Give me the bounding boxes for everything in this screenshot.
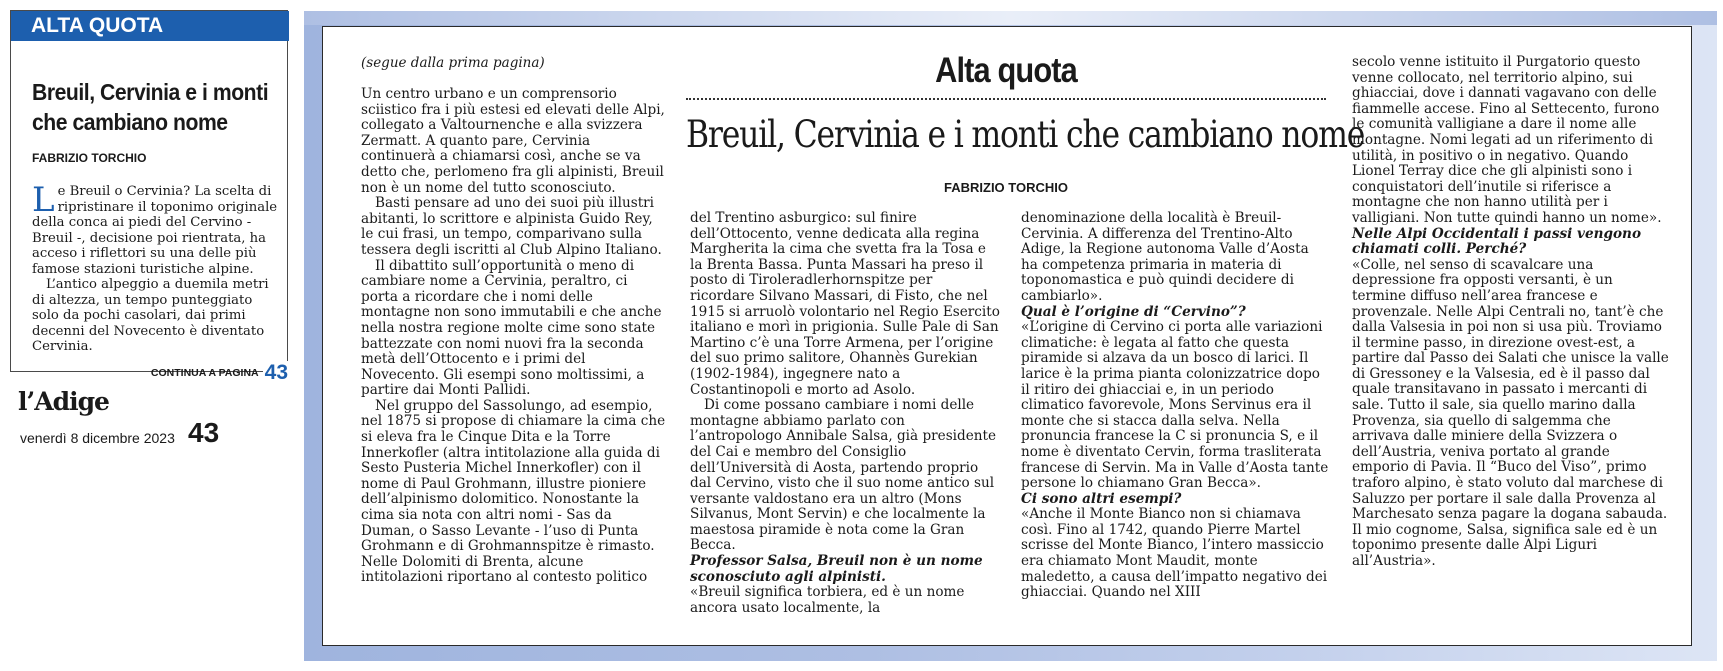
teaser-section-tag: ALTA QUOTA [11, 11, 289, 41]
issue-date: venerdì 8 dicembre 2023 [20, 430, 175, 446]
article-column-1 [361, 87, 666, 586]
interview-answer: «Colle, nel senso di scavalcare una depressione fra opposti versanti, è un termine diffuso nell’area francese e provenzale. Nelle Alpi Centrali no, tant’è che dalla Valsesia in poi non si usa più. Troviamo il termine passo, in direzione ovest-est, a partire dal Passo dei Salati che unisce la valle di Gressoney e la Valsesia, ed è il passo dal quale transitavano in passato i mercanti di sale. Tutto il sale, sia quello marino dalla Provenza, sia quello di salgemma che arrivava dalle miniere della Svizzera o dell’Austria, veniva portato al grande emporio di Pavia. Il “Buco del Viso”, primo traforo alpino, è stato voluto dal marchese di Saluzzo per portare il sale dalla Provenza al Marchesato senza pagare la dogana sabauda. Il mio cognome, Salsa, significa sale ed è un toponimo presente dalle Alpi Liguri all’Austria». [1352, 256, 1669, 569]
teaser-author: FABRIZIO TORCHIO [32, 151, 147, 165]
continue-link[interactable] [151, 361, 288, 385]
paragraph: Basti pensare ad uno dei suoi più illustri abitanti, lo scrittore e alpinista Guido Rey, le cui frasi, un tempo, comparivano sulla tessera degli iscritti al Club Alpino Italiano. [361, 195, 662, 258]
article-headline: Breuil, Cervinia e i monti che cambiano nome [686, 113, 1365, 156]
paragraph: Un centro urbano e un comprensorio sciistico fra i più estesi ed elevati delle Alpi, collegato a Valtournenche e alla svizzera Zermatt. A quanto pare, Cervinia continuerà a chiamarsi così, anche se va detto che, perlomeno fra gli alpinisti, Breuil non è un nome del tutto sconosciuto. [361, 86, 665, 196]
continue-label: CONTINUA A PAGINA [150, 367, 259, 379]
paragraph: Nel gruppo del Sassolungo, ad esempio, nel 1875 si propose di chiamare la cima che si eleva fra le Cinque Dita e la Torre Innerkofler (altra intitolazione alla guida di Sesto Pusteria Michel Innerkofler) con il nome di Paul Grohmann, illustre pioniere dell’alpinismo dolomitico. Nonostante la cima sia nota con altri nomi - Sas da Duman, o Sasso Levante - l’uso di Punta Grohmann e di Grohmannspitze è rimasto. Nelle Dolomiti di Brenta, alcune intitolazioni riportano al contesto politico [361, 397, 666, 586]
interview-question: Nelle Alpi Occidentali i passi vengono chiamati colli. Perché? [1352, 225, 1642, 258]
article-byline: FABRIZIO TORCHIO [944, 180, 1068, 195]
article-section-title: Alta quota [935, 51, 1077, 90]
paragraph: del Trentino asburgico: sul finire dell’Ottocento, venne dedicata alla regina Margherita la cima che svetta fra la Tosa e la Brenta Bassa. Punta Massari ha preso il posto di Tiroleradlerhornspitze per ricordare Silvano Massari, di Fisto, che nel 1915 si arruolò volontario nel Regio Esercito italiano e morì in prigionia. Sulle Pale di San Martino c’è una Torre Armena, per l’origine del suo primo salitore, Ohannès Gurekian (1902-1984), ingegnere nato a Costantinopoli e morto ad Asolo. [690, 210, 1000, 398]
paragraph: Il dibattito sull’opportunità o meno di cambiare nome a Cervinia, peraltro, ci porta a ricordare che i nomi delle montagne non sono immutabili e che anche nella nostra regione molte cime sono state battezzate con nomi nuovi fra la seconda metà dell’Ottocento e i primi del Novecento. Gli esempi sono moltissimi, a partire dai Monti Pallidi. [361, 257, 662, 399]
page-number: 43 [188, 417, 220, 448]
teaser-paragraph-text: e Breuil o Cervinia? La scelta di ripristinare il toponimo originale della conca ai piedi del Cervino - Breuil -, decisione poi rientrata, ha acceso i riflettori su una delle più famose stazioni turistiche alpine. [32, 184, 278, 277]
drop-cap: L [32, 180, 55, 220]
article-column-2 [690, 211, 1000, 616]
article-column-3 [1021, 211, 1329, 601]
teaser-body [32, 180, 282, 355]
interview-answer: «L’origine di Cervino ci porta alle variazioni climatiche: è legata al fatto che questa piramide si alzava da un bosco di larici. Il larice è la prima pianta colonizzatrice dopo il ritiro dei ghiacciai e, in un periodo climatico favorevole, Mons Servinus era il monte che si stacca dalla selva. Nella pronuncia francese la C si pronuncia S, e il nome è diventato Cervin, forma trasliterata francese di Servin. Ma in Valle d’Aosta tante persone lo chiamano Gran Becca». [1021, 319, 1329, 492]
interview-answer: «Breuil significa torbiera, ed è un nome ancora usato localmente, la [690, 584, 965, 616]
paragraph: secolo venne istituito il Purgatorio questo venne collocato, nel territorio alpino, sui ghiacciai, dove i dannati vagavano con delle fiammelle accese. Fino al Settecento, furono le comunità valligiane a dare il nome alle montagne. Nomi legati ad un riferimento di utilità, in positivo o in negativo. Quando Lionel Terray dice che gli alpinisti sono i conquistatori dell’inutile si riferisce a montagne che non hanno utilità per i valligiani. Non tutte quindi hanno un nome». [1352, 54, 1662, 226]
interview-answer: «Anche il Monte Bianco non si chiamava così. Fino al 1742, quando Pierre Martel scrisse del Monte Bianco, l’intero massiccio era chiamato Mont Maudit, monte maledetto, a causa dell’impatto negativo dei ghiacciai. Quando nel XIII [1021, 506, 1328, 601]
teaser-paragraph: L’antico alpeggio a duemila metri di altezza, un tempo punteggiato solo da pochi casolari, dai primi decenni del Novecento è diventato Cervinia. [32, 277, 269, 354]
front-page-teaser[interactable] [10, 10, 288, 384]
interview-question: Ci sono altri esempi? [1021, 490, 1182, 507]
teaser-title[interactable]: Breuil, Cervinia e i monti che cambiano nome [32, 79, 269, 135]
newspaper-logo: l’Adige [18, 387, 109, 416]
interview-question: Professor Salsa, Breuil non è un nome sconosciuto agli alpinisti. [690, 553, 983, 585]
interview-question: Qual è l’origine di “Cervino”? [1021, 303, 1246, 320]
teaser-paragraph [32, 180, 282, 277]
dotted-divider [686, 98, 1326, 100]
paragraph: denominazione della località è Breuil-Cervinia. A differenza del Trentino-Alto Adige, la Regione autonoma Valle d’Aosta ha competenza primaria in materia di toponomastica e può quindi decidere di cambiarlo». [1021, 210, 1309, 304]
continue-page-number: 43 [264, 361, 288, 384]
article-column-4 [1352, 55, 1670, 570]
paragraph: Di come possano cambiare i nomi delle montagne abbiamo parlato con l’antropologo Annibale Salsa, già presidente del Cai e membro del Consiglio dell’Università di Aosta, partendo proprio dal Cervino, visto che il suo nome antico sul versante valdostano era un altro (Mons Silvanus, Mont Servin) e che localmente la maestosa piramide è nota come la Gran Becca. [690, 397, 997, 554]
article-kicker: (segue dalla prima pagina) [361, 55, 545, 71]
